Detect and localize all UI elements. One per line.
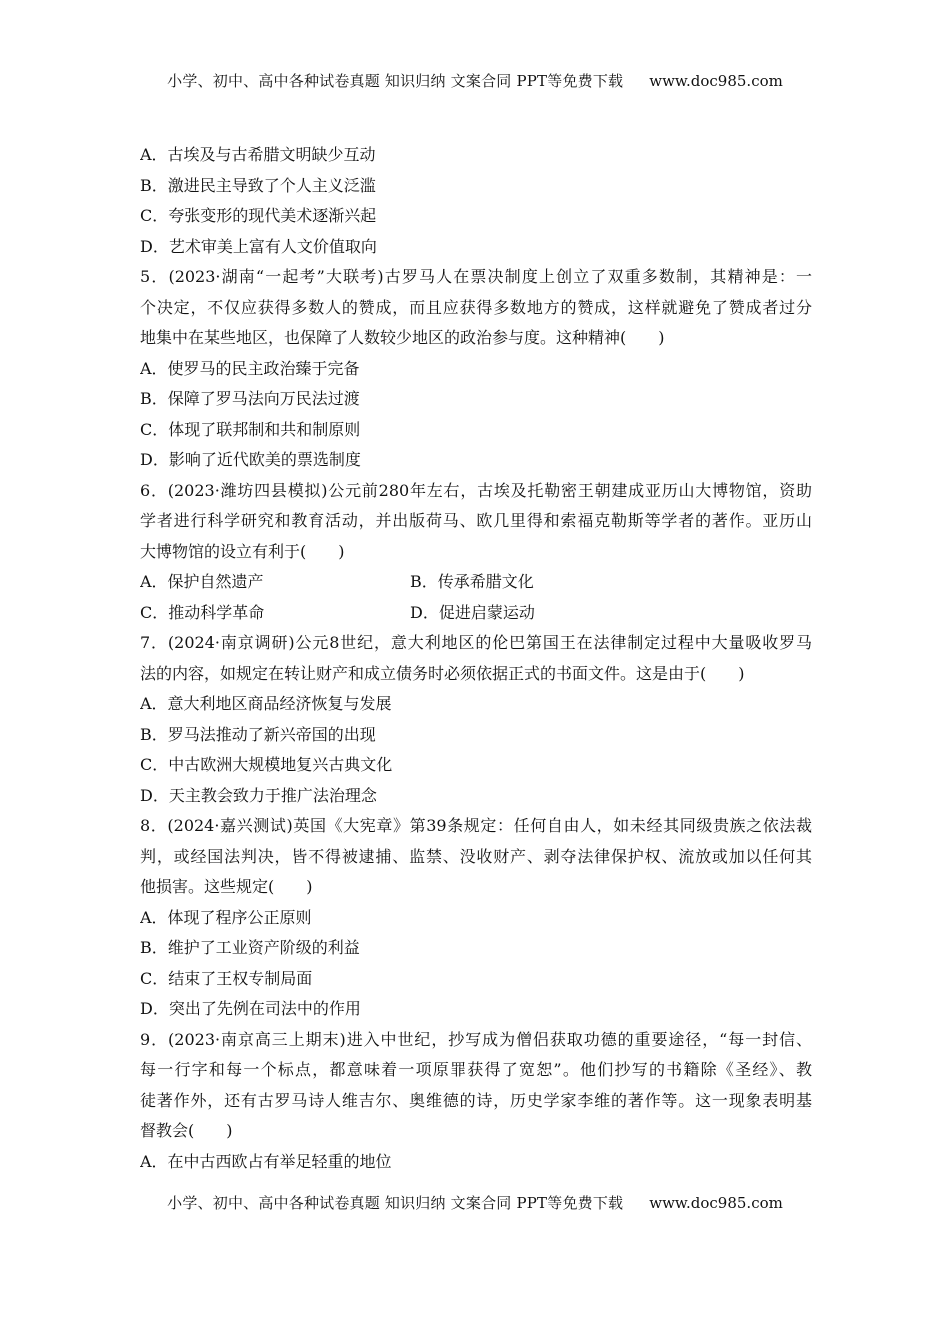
- header-url[interactable]: www.doc985.com: [649, 72, 783, 90]
- q6-option-c: C．推动科学革命: [140, 602, 265, 622]
- q4-option-b: B．激进民主导致了个人主义泛滥: [140, 175, 376, 195]
- q8-option-d: D．突出了先例在司法中的作用: [140, 999, 361, 1018]
- q5-stem-line-2: 个决定，不仅应获得多数人的赞成，而且应获得多数地方的赞成，这样就避免了赞成者过分: [140, 297, 812, 317]
- q4-option-a: A．古埃及与古希腊文明缺少互动: [140, 145, 376, 164]
- q7-option-b: B．罗马法推动了新兴帝国的出现: [140, 724, 376, 744]
- q8-option-c: C．结束了王权专制局面: [140, 968, 313, 988]
- q9-stem-line-1: 9．(2023·南京高三上期末)进入中世纪，抄写成为僧侣获取功德的重要途径，“每一封信、: [140, 1029, 812, 1049]
- q6-options-row-1: [140, 567, 812, 598]
- q5-stem-line-1: 5．(2023·湖南“一起考”大联考)古罗马人在票决制度上创立了双重多数制，其精神是：一: [140, 267, 812, 286]
- q9-stem-line-4: 督教会( ): [140, 1121, 233, 1140]
- document-body: [140, 140, 812, 1177]
- q7-option-a: A．意大利地区商品经济恢复与发展: [140, 694, 392, 713]
- q4-option-c: C．夸张变形的现代美术逐渐兴起: [140, 206, 377, 225]
- q5-option-a: A．使罗马的民主政治臻于完备: [140, 358, 360, 378]
- page-footer: [0, 1192, 950, 1213]
- q7-stem-line-1: 7．(2024·南京调研)公元8世纪，意大利地区的伦巴第国王在法律制定过程中大量吸收罗马: [140, 633, 812, 652]
- q8-option-a: A．体现了程序公正原则: [140, 907, 312, 927]
- q8-option-b: B．维护了工业资产阶级的利益: [140, 938, 360, 957]
- q6-option-a: A．保护自然遗产: [140, 572, 264, 591]
- header-text: 小学、初中、高中各种试卷真题 知识归纳 文案合同 PPT等免费下载: [167, 72, 624, 90]
- q6-option-d: D．促进启蒙运动: [410, 602, 535, 622]
- q8-stem-line-2: 判，或经国法判决，皆不得被逮捕、监禁、没收财产、剥夺法律保护权、流放或加以任何其: [140, 846, 812, 866]
- q7-option-c: C．中古欧洲大规模地复兴古典文化: [140, 755, 393, 774]
- page-header: [0, 70, 950, 91]
- q7-stem-line-2: 法的内容，如规定在转让财产和成立债务时必须依据正式的书面文件。这是由于( ): [140, 663, 745, 683]
- q5-stem-line-3: 地集中在某些地区，也保障了人数较少地区的政治参与度。这种精神( ): [140, 328, 665, 347]
- footer-url[interactable]: www.doc985.com: [649, 1194, 783, 1212]
- q5-option-c: C．体现了联邦制和共和制原则: [140, 419, 361, 439]
- q6-stem-line-3: 大博物馆的设立有利于( ): [140, 541, 345, 561]
- q9-stem-line-3: 徒著作外，还有古罗马诗人维吉尔、奥维德的诗，历史学家李维的著作等。这一现象表明基: [140, 1090, 812, 1110]
- q6-stem-line-1: 6．(2023·潍坊四县模拟)公元前280年左右，古埃及托勒密王朝建成亚历山大博物馆，资助: [140, 480, 812, 500]
- q5-option-b: B．保障了罗马法向万民法过渡: [140, 389, 360, 408]
- footer-text: 小学、初中、高中各种试卷真题 知识归纳 文案合同 PPT等免费下载: [167, 1194, 624, 1212]
- q6-options-row-2: [140, 598, 812, 629]
- q4-option-d: D．艺术审美上富有人文价值取向: [140, 236, 377, 256]
- q6-stem-line-2: 学者进行科学研究和教育活动，并出版荷马、欧几里得和索福克勒斯等学者的著作。亚历山: [140, 511, 812, 530]
- q7-option-d: D．天主教会致力于推广法治理念: [140, 785, 377, 805]
- q9-option-a: A．在中古西欧占有举足轻重的地位: [140, 1151, 392, 1171]
- q6-option-b: B．传承希腊文化: [410, 572, 534, 591]
- q8-stem-line-1: 8．(2024·嘉兴测试)英国《大宪章》第39条规定：任何自由人，如未经其同级贵族之依法裁: [140, 816, 812, 835]
- q5-option-d: D．影响了近代欧美的票选制度: [140, 450, 361, 469]
- q9-stem-line-2: 每一行字和每一个标点，都意味着一项原罪获得了宽恕”。他们抄写的书籍除《圣经》、教: [140, 1060, 812, 1079]
- q8-stem-line-3: 他损害。这些规定( ): [140, 877, 313, 896]
